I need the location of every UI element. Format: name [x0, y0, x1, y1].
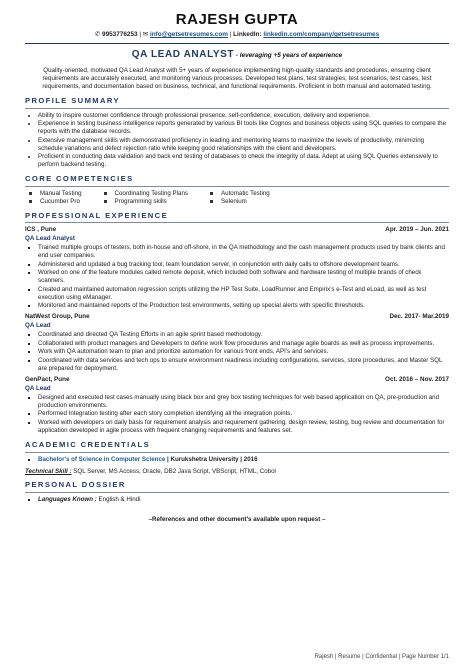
- list-item: ▪ Designed and executed test cases manually using black box and grey box testing techniques for web based application on QA, pre-production and production environments.: [38, 394, 449, 410]
- job-role: QA Lead Analyst: [25, 235, 75, 243]
- list-item: • Experience in testing business intelligence reports generated by various BI tools like Cognos and business objects using SQL queries to compare the reports with the database records.: [38, 120, 449, 136]
- list-item: ▪ Collaborated with product managers and Developers to define work flow procedures and manage agile boards as well as process improvements.: [38, 340, 449, 348]
- competency-item: Programming skills: [104, 198, 189, 206]
- job-entry: [25, 313, 449, 373]
- list-item: ▪ Worked with developers on daily basis for requirement analysis and requirement gathering, design review, testing, bug review and documentation for application developed in agile process with frequent changing requirements and features set.: [38, 419, 449, 435]
- degree-name: Bachelor's of Science in Computer Science: [38, 455, 166, 463]
- technical-skill-value: SQL Server, MS Access, Oracle, DB2 Java Script, VBScript, HTML, Cobol: [71, 467, 276, 475]
- job-company: NatWest Group, Pune: [25, 313, 90, 321]
- list-item: ▪ Worked on one of the feature modules called remote deposit, which included both software and hardware testing of multiple brands of check scanners.: [38, 269, 449, 285]
- contact-line: ✆ 9953776253 | ✉ info@getsetresumes.com | LinkedIn: linkedin.com/company/getsetresumes: [94, 31, 380, 39]
- list-item: ▪ Coordinated and directed QA Testing Efforts in an agile sprint based methodology.: [38, 331, 449, 339]
- section-title-experience: PROFESSIONAL EXPERIENCE: [25, 210, 169, 220]
- references-note: –References and other document's available upon request –: [148, 516, 326, 524]
- list-item: ▪ Trained multiple groups of testers, both in-house and off-shore, in the QA methodology and the cash management products used by bank clients and end user companies.: [38, 244, 449, 260]
- competencies-grid: [25, 190, 449, 206]
- personal-list: [25, 496, 449, 504]
- job-company: GenPact, Pune: [25, 375, 70, 383]
- headline-role: QA LEAD ANALYST: [131, 49, 235, 61]
- list-item: ▪ Monitored and maintained reports of the Production test environments, setting up special alerts with specific thresholds.: [38, 302, 449, 310]
- languages-label: Languages Known :: [38, 496, 97, 504]
- list-item: ▪ Work with QA automation team to plan and prioritize automation for various front ends, API's and services.: [38, 348, 449, 356]
- headline-tagline: - leveraging +5 years of experience: [235, 52, 343, 60]
- list-item: ▪ Coordinated with data services and tech ops to ensure environment readiness including configurations, services, store procedures, and Master SQL are prepared for deployment.: [38, 357, 449, 373]
- list-item: • Extensive management skills with demonstrated proficiency in leading and mentoring teams to maximize the levels of productivity, minimizing schedule variations and defect rejection ratio while keeping good relationships with the client and developers.: [38, 137, 449, 153]
- summary-text: Quality-oriented, motivated QA Lead Analyst with 5+ years of experience implementing high-quality standards and procedures, ensuring client requirements are accurately executed, and monitoring various processes. Developed test plans, test strategies, test scenarios, test cases, test requirements, and documentation based on business, technical, and functional requirements. Proficient in both manual and automated testing.: [42, 67, 432, 91]
- languages-value: English & Hindi: [96, 496, 141, 504]
- linkedin-link[interactable]: linkedin.com/company/getsetresumes: [263, 31, 380, 39]
- job-dates: Oct. 2016 – Nov. 2017: [385, 375, 449, 383]
- technical-skill-line: [25, 468, 449, 476]
- job-role: QA Lead: [25, 322, 51, 330]
- job-entry: [25, 226, 449, 310]
- section-title-competencies: CORE COMPETENCIES: [25, 174, 134, 184]
- section-title-personal: PERSONAL DOSSIER: [25, 480, 126, 490]
- job-role: QA Lead: [25, 384, 51, 392]
- section-divider: [25, 222, 449, 223]
- phone-number: 9953776253: [102, 31, 138, 39]
- section-divider: [25, 108, 449, 109]
- page-footer: Rajesh | Resume | Confidential | Page Number 1/1: [314, 654, 449, 661]
- languages-item: [38, 496, 449, 504]
- list-item: • Ability to inspire customer confidence through professional presence, self-confidence, execution, delivery and experience.: [38, 112, 449, 120]
- job-dates: Apr. 2019 – Jun. 2021: [385, 226, 449, 234]
- list-item: • Proficient in conducting data validation and back end testing of databases to check the integrity of data. Adept at using SQL Queries extensively to perform backend testing.: [38, 153, 449, 169]
- section-divider: [25, 492, 449, 493]
- competency-item: Automatic Testing: [210, 190, 270, 198]
- job-bullets: [25, 331, 449, 372]
- bullet-square-icon: [29, 200, 32, 203]
- competency-item: Manual Testing: [29, 190, 82, 198]
- bullet-square-icon: [104, 200, 107, 203]
- header-divider: [25, 43, 449, 44]
- section-title-education: ACADEMIC CREDENTIALS: [25, 439, 151, 449]
- education-list: [25, 456, 449, 464]
- phone-icon: ✆: [94, 31, 101, 39]
- list-item: ▪ Administered and updated a bug tracking tool, team foundation server, in conjunction with daily calls to offshore development teams.: [38, 261, 449, 269]
- job-bullets: [25, 394, 449, 435]
- profile-list: [25, 112, 449, 169]
- competency-item: Selenium: [210, 198, 270, 206]
- email-icon: ✉: [142, 31, 149, 39]
- section-divider: [25, 186, 449, 187]
- bullet-square-icon: [210, 200, 213, 203]
- job-entry: [25, 376, 449, 435]
- job-dates: Dec. 2017- Mar.2019: [389, 313, 449, 321]
- job-header: [25, 313, 449, 321]
- competency-item: Coordinating Testing Plans: [104, 190, 189, 198]
- list-item: ▪ Performed Integration testing after each story completion identifying all the integration points.: [38, 410, 449, 418]
- bullet-square-icon: [210, 192, 213, 195]
- linkedin-label: LinkedIn:: [233, 31, 262, 39]
- section-title-profile: PROFILE SUMMARY: [25, 95, 120, 105]
- technical-skill-label: Technical Skill :: [25, 467, 72, 475]
- candidate-name: RAJESH GUPTA: [175, 11, 299, 28]
- degree-details: | Kurukshetra University | 2016: [165, 455, 258, 463]
- section-divider: [25, 452, 449, 453]
- education-item: [38, 456, 449, 464]
- headline: [25, 49, 449, 62]
- job-header: [25, 226, 449, 234]
- job-company: ICS , Pune: [25, 226, 57, 234]
- competency-item: Cucumber Pro: [29, 198, 82, 206]
- job-bullets: [25, 244, 449, 310]
- list-item: ▪ Created and maintained automation regression scripts utilizing the HP Test Suite, LoadRunner and Empirix’s e-Test and eLoad, as well as test execution using eManager.: [38, 286, 449, 302]
- email-link[interactable]: info@getsetresumes.com: [149, 31, 228, 39]
- bullet-square-icon: [104, 192, 107, 195]
- job-header: [25, 376, 449, 384]
- bullet-square-icon: [29, 192, 32, 195]
